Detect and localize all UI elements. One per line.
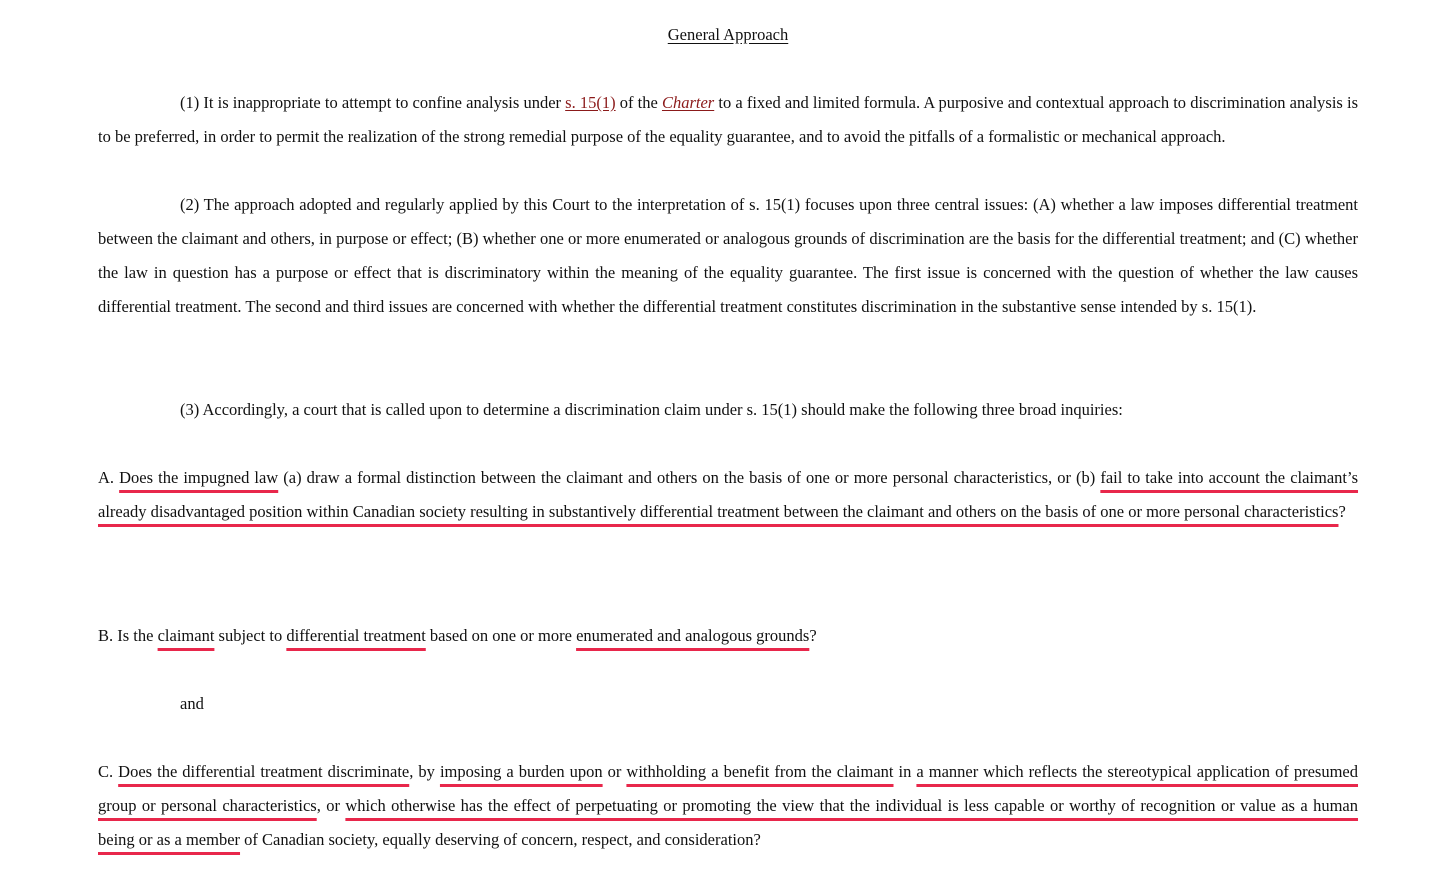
p1-text-end: to a fixed and limited formula. A purposive and contextual approach to discrimination analysis is to be preferred, in order to permit the realization of the strong remedial purpose of the equality guarantee, and to avoid the pitfalls of a formalistic or mechanical approach. — [98, 93, 1358, 146]
inquiry-b-mid-1: subject to — [214, 626, 287, 645]
highlight-a-1: Does the impugned law — [119, 468, 279, 487]
highlight-b-3: enumerated and analogous grounds — [576, 626, 810, 645]
inquiry-c-mid-2: or — [602, 762, 627, 781]
inquiry-c-prefix: C. — [98, 762, 119, 781]
highlight-b-2: differential treatment — [286, 626, 426, 645]
inquiry-b-suffix: ? — [809, 626, 817, 645]
inquiry-a — [98, 461, 1358, 529]
paragraph-2 — [98, 188, 1358, 324]
s15-link[interactable]: s. 15(1) — [565, 93, 616, 112]
paragraph-3 — [98, 393, 1358, 427]
inquiry-a-suffix: ? — [1338, 502, 1346, 521]
heading-text: General Approach — [667, 25, 789, 44]
p3-text: (3) Accordingly, a court that is called upon to determine a discrimination claim under s. 15(1) should make the following three broad inquiries: — [180, 400, 1123, 419]
highlight-c-4: a manner which reflects the stereotypical application of presumed group or personal characteristics — [98, 762, 1359, 815]
highlight-b-1: claimant — [157, 626, 215, 645]
and-connector: and — [180, 694, 204, 713]
highlight-c-3: withholding a benefit from the claimant — [626, 762, 894, 781]
inquiry-c-mid-3: in — [893, 762, 917, 781]
highlight-c-5: which otherwise has the effect of perpetuating or promoting the view that the individual is less capable or worthy of recognition or value as a human being or as a member — [98, 796, 1359, 849]
inquiry-a-mid: (a) draw a formal distinction between the claimant and others on the basis of one or more personal characteristics, or (b) — [278, 468, 1101, 487]
inquiry-b-prefix: B. Is the — [98, 626, 158, 645]
highlight-a-2: fail to take into account the claimant’s already disadvantaged position within Canadian society resulting in substantively differential treatment between the claimant and others on the basis of one or more personal characteristics — [98, 468, 1359, 521]
inquiry-b — [98, 619, 1358, 653]
highlight-c-1: Does the differential treatment discriminate — [118, 762, 410, 781]
inquiry-c-suffix: of Canadian society, equally deserving of concern, respect, and consideration? — [240, 830, 761, 849]
p2-text: (2) The approach adopted and regularly applied by this Court to the interpretation of s. 15(1) focuses upon three central issues: (A) whether a law imposes differential treatment between the claimant and others, in purpose or effect; (B) whether one or more enumerated or analogous grounds of discrimination are the basis for the differential treatment; and (C) whether the law in question has a purpose or effect that is discriminatory within the meaning of the equality guarantee. The first issue is concerned with the question of whether the law causes differential treatment. The second and third issues are concerned with whether the differential treatment constitutes discrimination in the substantive sense intended by s. 15(1). — [98, 195, 1358, 316]
paragraph-1 — [98, 86, 1358, 154]
inquiry-c-mid-1: , by — [409, 762, 440, 781]
p1-text-mid: of the — [615, 93, 662, 112]
inquiry-c — [98, 755, 1358, 857]
inquiry-b-mid-2: based on one or more — [425, 626, 577, 645]
inquiry-c-mid-4: , or — [316, 796, 346, 815]
p1-text-start: (1) It is inappropriate to attempt to confine analysis under — [180, 93, 566, 112]
inquiry-a-prefix: A. — [98, 468, 120, 487]
section-heading — [98, 24, 1358, 46]
highlight-c-2: imposing a burden upon — [439, 762, 603, 781]
charter-link[interactable]: Charter — [661, 93, 715, 112]
